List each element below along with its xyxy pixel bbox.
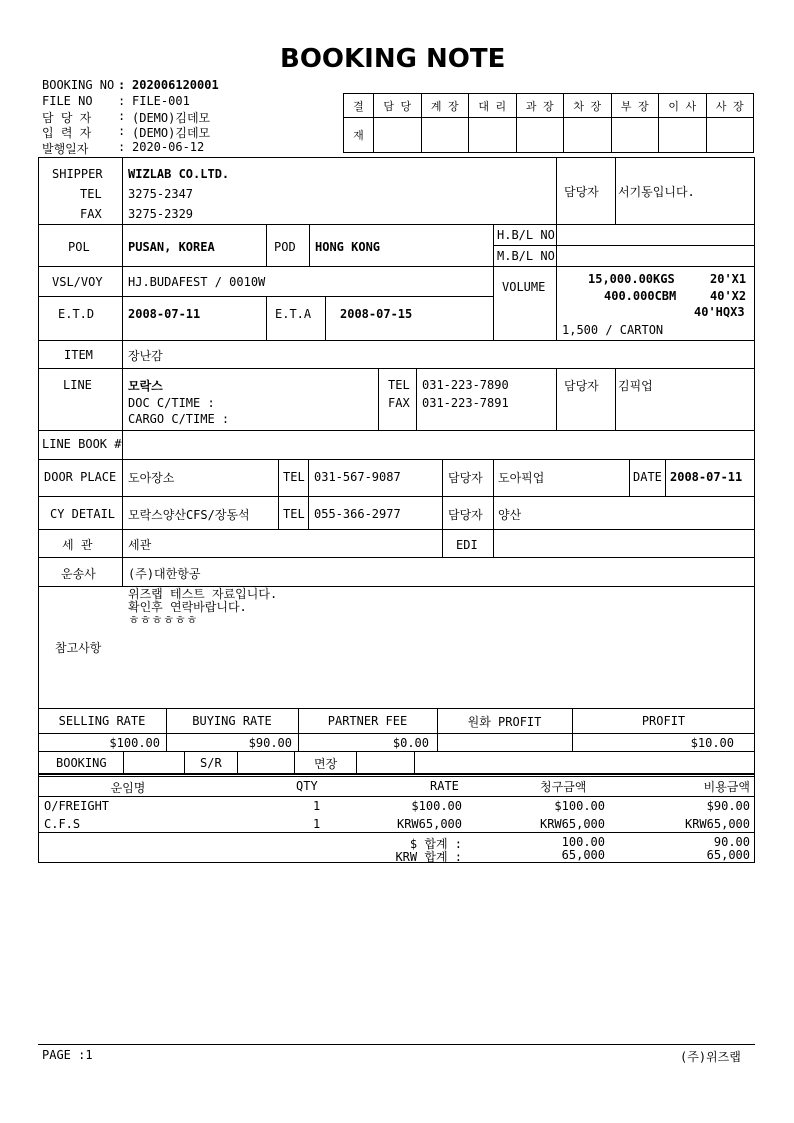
approval-table bbox=[343, 93, 754, 153]
selling-rate-value: $100.00 bbox=[109, 736, 160, 750]
charge-rate: KRW65,000 bbox=[396, 817, 462, 831]
approval-col-header: 부 장 bbox=[611, 94, 659, 118]
billing-header: 청구금액 bbox=[540, 780, 587, 794]
sr-label: S/R bbox=[200, 756, 222, 770]
remarks-line: 확인후 연락바랍니다. bbox=[128, 600, 247, 614]
approval-col-header: 과 장 bbox=[516, 94, 564, 118]
door-place-value: 도아장소 bbox=[128, 471, 175, 485]
inputter-label: 입 력 자 bbox=[42, 126, 92, 140]
usd-total-cost: 90.00 bbox=[713, 835, 750, 849]
door-tel-label: TEL bbox=[283, 470, 305, 484]
line-fax: 031-223-7891 bbox=[422, 396, 509, 410]
manager-label: 담 당 자 bbox=[42, 111, 92, 125]
line-tel: 031-223-7890 bbox=[422, 378, 509, 392]
charge-cost: $90.00 bbox=[706, 799, 750, 813]
charge-qty: 1 bbox=[313, 799, 321, 813]
approval-label-bottom: 재 bbox=[344, 118, 374, 153]
line-book-label: LINE BOOK # bbox=[42, 437, 122, 451]
line-label: LINE bbox=[63, 378, 92, 392]
volume-label: VOLUME bbox=[502, 280, 546, 294]
booking-no-colon: : bbox=[118, 78, 126, 92]
manager-value: (DEMO)김데모 bbox=[132, 111, 211, 125]
charge-qty: 1 bbox=[313, 817, 321, 831]
shipper-tel-label: TEL bbox=[80, 187, 102, 201]
approval-sign-cell bbox=[659, 118, 707, 153]
booking-label: BOOKING bbox=[56, 756, 107, 770]
line-tel-label: TEL bbox=[388, 378, 410, 392]
approval-sign-cell bbox=[706, 118, 754, 153]
shipper-fax-label: FAX bbox=[80, 207, 102, 221]
charge-name-header: 운임명 bbox=[110, 781, 146, 795]
qty-header: QTY bbox=[296, 779, 318, 793]
carrier-value: (주)대한항공 bbox=[128, 567, 201, 581]
approval-col-header: 차 장 bbox=[564, 94, 612, 118]
issue-date-value: 2020-06-12 bbox=[132, 140, 205, 154]
hbl-label: H.B/L NO bbox=[497, 228, 555, 242]
shipper-contact-label: 담당자 bbox=[564, 185, 599, 199]
approval-sign-cell bbox=[516, 118, 564, 153]
booking-no-label: BOOKING NO bbox=[42, 78, 115, 92]
door-contact: 도아픽업 bbox=[498, 471, 545, 485]
item-label: ITEM bbox=[64, 348, 93, 362]
inputter-value: (DEMO)김데모 bbox=[132, 126, 211, 140]
eta-value: 2008-07-15 bbox=[340, 307, 413, 321]
approval-col-header: 담 당 bbox=[374, 94, 422, 118]
manager-colon: : bbox=[118, 109, 126, 123]
door-contact-label: 담당자 bbox=[448, 471, 483, 485]
line-contact: 김픽업 bbox=[618, 379, 653, 393]
file-no-label: FILE NO bbox=[42, 94, 93, 108]
edi-label: EDI bbox=[456, 538, 478, 552]
eta-label: E.T.A bbox=[275, 307, 312, 321]
pod-label: POD bbox=[274, 240, 296, 254]
krw-total-label: KRW 합계 : bbox=[395, 850, 462, 864]
charge-name: C.F.S bbox=[44, 817, 81, 831]
approval-col-header: 대 리 bbox=[469, 94, 517, 118]
shipper-label: SHIPPER bbox=[52, 167, 103, 181]
pol-value: PUSAN, KOREA bbox=[128, 240, 215, 254]
volume-cbm: 400.000CBM bbox=[604, 289, 677, 303]
profit-header: PROFIT bbox=[641, 714, 686, 728]
approval-col-header: 계 장 bbox=[421, 94, 469, 118]
krw-profit-header: 원화 PROFIT bbox=[467, 715, 542, 729]
pod-value: HONG KONG bbox=[315, 240, 381, 254]
mbl-label: M.B/L NO bbox=[497, 249, 555, 263]
remarks-line: 위즈랩 테스트 자료입니다. bbox=[128, 587, 278, 601]
line-contact-label: 담당자 bbox=[564, 379, 599, 393]
cost-header: 비용금액 bbox=[703, 780, 750, 794]
charge-billing: $100.00 bbox=[554, 799, 605, 813]
cargo-cutoff-label: CARGO C/TIME : bbox=[128, 412, 230, 426]
door-tel: 031-567-9087 bbox=[314, 470, 401, 484]
cy-tel: 055-366-2977 bbox=[314, 507, 401, 521]
vsl-label: VSL/VOY bbox=[52, 275, 103, 289]
approval-sign-cell bbox=[469, 118, 517, 153]
remarks-label: 참고사항 bbox=[55, 641, 102, 655]
doc-cutoff-label: DOC C/TIME : bbox=[128, 396, 215, 410]
approval-label-top: 결 bbox=[344, 94, 374, 118]
door-date: 2008-07-11 bbox=[670, 470, 743, 484]
booking-no-value: 202006120001 bbox=[132, 78, 219, 92]
rate-header: RATE bbox=[430, 779, 459, 793]
krw-total-billing: 65,000 bbox=[561, 848, 605, 862]
buying-rate-value: $90.00 bbox=[248, 736, 292, 750]
door-date-label: DATE bbox=[633, 470, 662, 484]
approval-sign-cell bbox=[421, 118, 469, 153]
customs-value: 세관 bbox=[128, 538, 152, 552]
customs-label: 세 관 bbox=[62, 538, 93, 552]
shipper-tel: 3275-2347 bbox=[128, 187, 194, 201]
etd-label: E.T.D bbox=[58, 307, 95, 321]
pol-label: POL bbox=[68, 240, 90, 254]
cy-detail-label: CY DETAIL bbox=[50, 507, 116, 521]
profit-value: $10.00 bbox=[690, 736, 734, 750]
footer-divider bbox=[38, 1044, 755, 1045]
approval-col-header: 사 장 bbox=[706, 94, 754, 118]
charge-rate: $100.00 bbox=[411, 799, 462, 813]
etd-value: 2008-07-11 bbox=[128, 307, 201, 321]
packages: 1,500 / CARTON bbox=[562, 323, 664, 337]
krw-total-cost: 65,000 bbox=[706, 848, 750, 862]
container-20: 20'X1 bbox=[710, 272, 747, 286]
approval-sign-cell bbox=[611, 118, 659, 153]
line-fax-label: FAX bbox=[388, 396, 410, 410]
face-label: 면장 bbox=[314, 757, 338, 771]
remarks-line: ㅎㅎㅎㅎㅎㅎ bbox=[128, 613, 198, 627]
usd-total-label: $ 합계 : bbox=[409, 837, 462, 851]
container-40: 40'X2 bbox=[710, 289, 747, 303]
file-no-value: FILE-001 bbox=[132, 94, 190, 108]
issue-date-colon: : bbox=[118, 140, 126, 154]
volume-weight: 15,000.00KGS bbox=[588, 272, 675, 286]
selling-rate-header: SELLING RATE bbox=[58, 714, 146, 728]
approval-col-header: 이 사 bbox=[659, 94, 707, 118]
cy-tel-label: TEL bbox=[283, 507, 305, 521]
issue-date-label: 발행일자 bbox=[42, 142, 89, 156]
partner-fee-header: PARTNER FEE bbox=[327, 714, 408, 728]
charge-cost: KRW65,000 bbox=[684, 817, 750, 831]
line-name: 모락스 bbox=[128, 379, 163, 393]
item-value: 장난감 bbox=[128, 349, 163, 363]
buying-rate-header: BUYING RATE bbox=[192, 714, 272, 728]
door-place-label: DOOR PLACE bbox=[44, 470, 117, 484]
partner-fee-value: $0.00 bbox=[392, 736, 429, 750]
approval-sign-cell bbox=[564, 118, 612, 153]
shipper-contact: 서기동입니다. bbox=[618, 185, 695, 199]
inputter-colon: : bbox=[118, 124, 126, 138]
usd-total-billing: 100.00 bbox=[561, 835, 605, 849]
shipper-fax: 3275-2329 bbox=[128, 207, 194, 221]
page-number: PAGE :1 bbox=[42, 1048, 93, 1062]
cy-contact: 양산 bbox=[498, 508, 522, 522]
charge-name: O/FREIGHT bbox=[44, 799, 110, 813]
page-title: BOOKING NOTE bbox=[280, 44, 506, 74]
charge-billing: KRW65,000 bbox=[539, 817, 605, 831]
vsl-value: HJ.BUDAFEST / 0010W bbox=[128, 275, 266, 289]
carrier-label: 운송사 bbox=[61, 567, 96, 581]
cy-contact-label: 담당자 bbox=[448, 508, 483, 522]
container-40hq: 40'HQX3 bbox=[694, 305, 745, 319]
cy-detail-place: 모락스양산CFS/장동석 bbox=[128, 508, 250, 522]
shipper-name: WIZLAB CO.LTD. bbox=[128, 167, 230, 181]
file-no-colon: : bbox=[118, 94, 126, 108]
footer-company: (주)위즈랩 bbox=[680, 1050, 741, 1064]
approval-sign-cell bbox=[374, 118, 422, 153]
